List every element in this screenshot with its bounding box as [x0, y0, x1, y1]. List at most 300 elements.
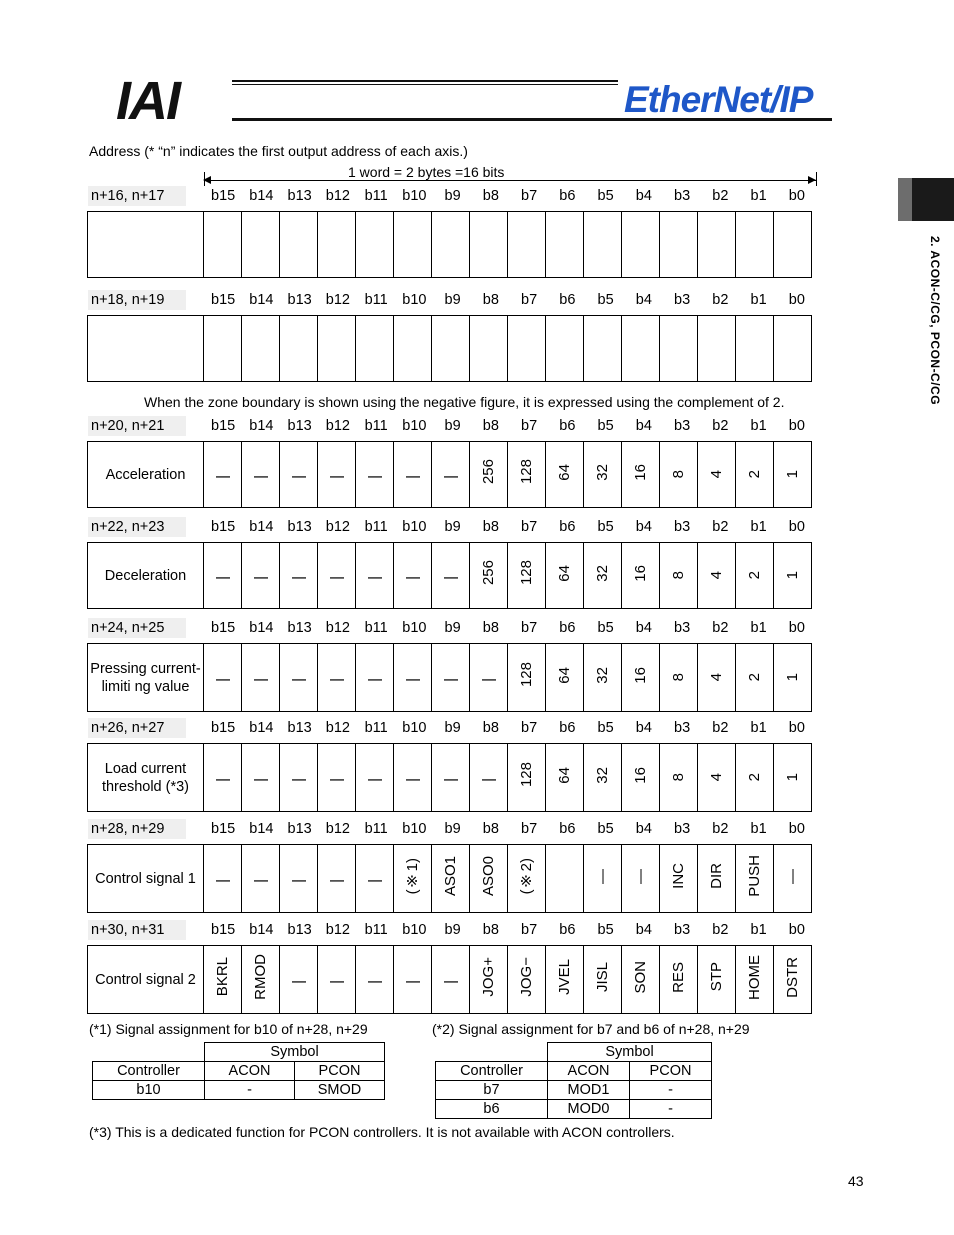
- bit-label: b1: [750, 519, 767, 535]
- bit-cell: [356, 316, 394, 382]
- bit-label: b5: [597, 188, 614, 204]
- bit-cell: [698, 946, 736, 1014]
- bit-value: 128: [518, 662, 535, 688]
- bit-label: b2: [712, 821, 729, 837]
- bit-cell: [774, 845, 812, 913]
- bit-cell: [584, 212, 622, 278]
- bit-label: b7: [521, 620, 538, 636]
- bit-value: JOG−: [518, 957, 535, 997]
- register-description: [88, 212, 204, 278]
- register-address: n+28, n+29: [88, 819, 186, 839]
- bit-value: 256: [480, 560, 497, 586]
- bit-value: 32: [594, 766, 611, 784]
- bit-cell: [242, 212, 280, 278]
- bit-value: 32: [594, 463, 611, 481]
- bit-cell: [318, 442, 356, 508]
- bit-cell: [280, 442, 318, 508]
- bit-value: |: [366, 677, 383, 682]
- bit-value: 8: [670, 673, 687, 682]
- bit-cell: [508, 744, 546, 812]
- bit-label: b12: [325, 821, 350, 837]
- bit-value: |: [290, 575, 307, 580]
- bit-value: 64: [556, 564, 573, 582]
- bit-value: HOME: [746, 954, 763, 1000]
- note-1-title: (*1) Signal assignment for b10 of n+28, n+29: [89, 1021, 368, 1037]
- bit-value: 4: [708, 571, 725, 580]
- bit-cell: [470, 744, 508, 812]
- bit-label: b0: [788, 188, 805, 204]
- bit-value: —: [594, 868, 611, 884]
- ethernet-ip-logo: EtherNet/IP: [624, 79, 813, 120]
- note-2-title: (*2) Signal assignment for b7 and b6 of n+28, n+29: [432, 1021, 750, 1037]
- bit-cell: [660, 543, 698, 609]
- bit-cell: [546, 744, 584, 812]
- bit-cell: [736, 316, 774, 382]
- bit-cell: [584, 946, 622, 1014]
- bit-cell: [546, 316, 584, 382]
- bit-label: b4: [635, 418, 652, 434]
- bit-cell: [736, 543, 774, 609]
- bit-value: 4: [708, 673, 725, 682]
- bit-label: b4: [635, 188, 652, 204]
- bit-value: 64: [556, 666, 573, 684]
- bit-value: 64: [556, 766, 573, 784]
- bit-value: 32: [594, 666, 611, 684]
- bit-value: 16: [632, 666, 649, 684]
- bit-label: b14: [249, 519, 274, 535]
- bit-label: b0: [788, 821, 805, 837]
- bit-cell: [242, 845, 280, 913]
- bit-label: b12: [325, 922, 350, 938]
- bit-label: b1: [750, 620, 767, 636]
- bit-cell: [470, 442, 508, 508]
- bit-cell: [394, 644, 432, 712]
- bit-label: b8: [482, 519, 499, 535]
- bit-value: |: [290, 777, 307, 782]
- bit-value: |: [442, 575, 459, 580]
- register-description: Deceleration: [88, 543, 204, 609]
- bit-label: b3: [674, 418, 691, 434]
- register-table: [87, 643, 812, 712]
- bit-label: b10: [402, 292, 427, 308]
- register-address: n+26, n+27: [88, 718, 186, 738]
- bit-label: b14: [249, 188, 274, 204]
- bit-cell: [508, 442, 546, 508]
- bit-label: b6: [559, 292, 576, 308]
- bit-cell: [622, 744, 660, 812]
- bit-value: SON: [632, 960, 649, 994]
- bit-label: b15: [211, 292, 236, 308]
- bit-cell: [774, 316, 812, 382]
- bit-value: |: [404, 979, 421, 984]
- bit-cell: [280, 946, 318, 1014]
- bit-label: b8: [482, 620, 499, 636]
- bit-value: (※2): [518, 857, 535, 895]
- bit-label: b13: [287, 720, 312, 736]
- register-address: n+22, n+23: [88, 517, 186, 537]
- bit-label: b3: [674, 188, 691, 204]
- bit-cell: [204, 845, 242, 913]
- bit-cell: [318, 946, 356, 1014]
- bit-label: b9: [444, 418, 461, 434]
- bit-value: 4: [708, 773, 725, 782]
- bit-cell: [508, 543, 546, 609]
- bit-cell: [394, 212, 432, 278]
- bit-cell: [242, 316, 280, 382]
- bit-cell: [318, 744, 356, 812]
- bit-label: b0: [788, 418, 805, 434]
- register-address: n+20, n+21: [88, 416, 186, 436]
- bit-cell: [736, 845, 774, 913]
- bit-label: b8: [482, 188, 499, 204]
- bit-label: b4: [635, 620, 652, 636]
- bit-value: 8: [670, 773, 687, 782]
- bit-label: b11: [364, 922, 388, 938]
- bit-cell: [660, 946, 698, 1014]
- bit-label: b1: [750, 418, 767, 434]
- bit-cell: [584, 442, 622, 508]
- bit-label: b14: [249, 418, 274, 434]
- bit-cell: [546, 442, 584, 508]
- bit-value: 4: [708, 470, 725, 479]
- bit-cell: [432, 442, 470, 508]
- bit-label: b6: [559, 620, 576, 636]
- bit-cell: [698, 543, 736, 609]
- register-table: [87, 844, 812, 913]
- bit-value: |: [366, 878, 383, 883]
- bit-cell: [698, 212, 736, 278]
- bit-value: JVEL: [556, 959, 573, 995]
- bit-label: b0: [788, 720, 805, 736]
- bit-label: b8: [482, 292, 499, 308]
- bit-label: b1: [750, 922, 767, 938]
- bit-cell: [698, 744, 736, 812]
- bit-cell: [280, 644, 318, 712]
- bit-label: b7: [521, 519, 538, 535]
- bit-value: 2: [746, 673, 763, 682]
- bit-cell: [356, 744, 394, 812]
- bit-value: |: [328, 575, 345, 580]
- bit-label: b12: [325, 418, 350, 434]
- page-number: 43: [848, 1173, 864, 1189]
- bit-value: |: [442, 777, 459, 782]
- bit-label: b9: [444, 821, 461, 837]
- bit-label: b5: [597, 821, 614, 837]
- bit-cell: [280, 212, 318, 278]
- bit-label: b9: [444, 292, 461, 308]
- symbol-header: Symbol: [548, 1043, 712, 1062]
- bit-value: |: [328, 677, 345, 682]
- bit-label: b3: [674, 720, 691, 736]
- bit-label: b2: [712, 188, 729, 204]
- bit-label: b13: [287, 922, 312, 938]
- bit-label: b9: [444, 922, 461, 938]
- arrow-head-left: [203, 176, 211, 184]
- bit-label: b0: [788, 620, 805, 636]
- bit-cell: [432, 316, 470, 382]
- bit-cell: [508, 644, 546, 712]
- bit-value: 16: [632, 766, 649, 784]
- bit-header-row: [204, 618, 816, 638]
- bit-cell: [660, 644, 698, 712]
- register-description: Acceleration: [88, 442, 204, 508]
- bit-value: 2: [746, 470, 763, 479]
- bit-cell: [622, 316, 660, 382]
- bit-value: |: [366, 474, 383, 479]
- register-table: [87, 542, 812, 609]
- bit-cell: [280, 845, 318, 913]
- table-cell: b7: [436, 1081, 548, 1100]
- bit-cell: [546, 946, 584, 1014]
- bit-label: b10: [402, 821, 427, 837]
- bit-label: b4: [635, 922, 652, 938]
- bit-label: b2: [712, 292, 729, 308]
- bit-label: b13: [287, 418, 312, 434]
- bit-label: b14: [249, 922, 274, 938]
- bit-label: b6: [559, 821, 576, 837]
- column-header: PCON: [295, 1062, 385, 1081]
- bit-label: b10: [402, 519, 427, 535]
- bit-label: b1: [750, 292, 767, 308]
- bit-label: b6: [559, 720, 576, 736]
- bit-cell: [204, 946, 242, 1014]
- bit-label: b12: [325, 519, 350, 535]
- word-span-arrow: [204, 180, 816, 181]
- bit-header-row: [204, 517, 816, 537]
- bit-cell: [546, 212, 584, 278]
- bit-value: |: [404, 474, 421, 479]
- bit-cell: [698, 845, 736, 913]
- bit-cell: [698, 442, 736, 508]
- bit-cell: [774, 946, 812, 1014]
- bit-cell: [736, 442, 774, 508]
- bit-cell: [660, 442, 698, 508]
- bit-value: |: [252, 878, 269, 883]
- bit-label: b7: [521, 292, 538, 308]
- register-address: n+18, n+19: [88, 290, 186, 310]
- bit-cell: [242, 744, 280, 812]
- bit-value: 128: [518, 762, 535, 788]
- bit-label: b10: [402, 922, 427, 938]
- bit-cell: [508, 946, 546, 1014]
- bit-cell: [394, 543, 432, 609]
- bit-label: b2: [712, 519, 729, 535]
- bit-label: b8: [482, 720, 499, 736]
- bit-label: b11: [364, 418, 388, 434]
- bit-value: DIR: [708, 863, 725, 889]
- bit-cell: [774, 442, 812, 508]
- bit-label: b8: [482, 922, 499, 938]
- bit-label: b7: [521, 720, 538, 736]
- bit-value: |: [252, 474, 269, 479]
- bit-value: 32: [594, 564, 611, 582]
- bit-cell: [242, 946, 280, 1014]
- header-rule-top: [232, 80, 618, 82]
- bit-cell: [584, 845, 622, 913]
- bit-cell: [470, 212, 508, 278]
- bit-label: b5: [597, 418, 614, 434]
- bit-value: |: [252, 677, 269, 682]
- bit-value: |: [480, 677, 497, 682]
- register-description: [88, 316, 204, 382]
- bit-label: b5: [597, 620, 614, 636]
- bit-label: b9: [444, 519, 461, 535]
- bit-label: b4: [635, 292, 652, 308]
- bit-label: b6: [559, 519, 576, 535]
- bit-label: b4: [635, 519, 652, 535]
- column-header: PCON: [630, 1062, 712, 1081]
- bit-value: 1: [784, 470, 801, 479]
- bit-value: 128: [518, 459, 535, 485]
- bit-value: |: [214, 878, 231, 883]
- bit-label: b12: [325, 720, 350, 736]
- bit-value: |: [366, 575, 383, 580]
- bit-cell: [204, 316, 242, 382]
- bit-value: |: [214, 677, 231, 682]
- bit-cell: [394, 744, 432, 812]
- zone-boundary-note: When the zone boundary is shown using the negative figure, it is expressed using the complement of 2.: [144, 394, 785, 410]
- bit-header-row: [204, 290, 816, 310]
- bit-label: b13: [287, 188, 312, 204]
- header-rule-mid: [232, 84, 618, 85]
- bit-label: b5: [597, 720, 614, 736]
- bit-cell: [622, 543, 660, 609]
- bit-cell: [432, 543, 470, 609]
- bit-cell: [774, 644, 812, 712]
- bit-cell: [204, 543, 242, 609]
- bit-cell: [318, 644, 356, 712]
- bit-value: |: [328, 777, 345, 782]
- bit-value: PUSH: [746, 855, 763, 897]
- bit-cell: [394, 442, 432, 508]
- bit-value: RMOD: [252, 954, 269, 1000]
- bit-cell: [394, 316, 432, 382]
- register-description: Pressing current-limiti ng value: [88, 644, 204, 712]
- bit-cell: [432, 212, 470, 278]
- bit-label: b13: [287, 519, 312, 535]
- bit-cell: [622, 212, 660, 278]
- bit-label: b11: [364, 821, 388, 837]
- bit-value: |: [442, 474, 459, 479]
- bit-cell: [242, 644, 280, 712]
- bit-label: b15: [211, 620, 236, 636]
- bit-value: (※1): [404, 857, 421, 895]
- table-row: [436, 1081, 712, 1100]
- bit-cell: [280, 316, 318, 382]
- table-cell: SMOD: [295, 1081, 385, 1100]
- bit-label: b3: [674, 292, 691, 308]
- bit-value: |: [328, 474, 345, 479]
- bit-cell: [660, 744, 698, 812]
- bit-label: b7: [521, 821, 538, 837]
- register-description: Load current threshold (*3): [88, 744, 204, 812]
- table-row: [93, 1081, 385, 1100]
- bit-cell: [204, 442, 242, 508]
- bit-value: 8: [670, 470, 687, 479]
- bit-value: |: [404, 777, 421, 782]
- bit-label: b14: [249, 720, 274, 736]
- bit-value: JOG+: [480, 957, 497, 997]
- bit-value: |: [366, 979, 383, 984]
- bit-label: b1: [750, 188, 767, 204]
- bit-label: b2: [712, 922, 729, 938]
- bit-cell: [698, 644, 736, 712]
- bit-cell: [394, 946, 432, 1014]
- bit-label: b13: [287, 292, 312, 308]
- register-table: [87, 945, 812, 1014]
- table-row: [436, 1100, 712, 1119]
- bit-label: b15: [211, 821, 236, 837]
- bit-value: |: [290, 979, 307, 984]
- bit-cell: [432, 644, 470, 712]
- bit-label: b3: [674, 821, 691, 837]
- bit-label: b8: [482, 418, 499, 434]
- bit-value: ASO0: [480, 855, 497, 897]
- bit-cell: [774, 543, 812, 609]
- bit-value: 2: [746, 571, 763, 580]
- bit-header-row: [204, 920, 816, 940]
- bit-cell: [432, 744, 470, 812]
- bit-label: b15: [211, 720, 236, 736]
- bit-label: b15: [211, 519, 236, 535]
- section-tab-marker: [912, 178, 954, 221]
- bit-label: b15: [211, 922, 236, 938]
- bit-value: |: [366, 777, 383, 782]
- bit-cell: [470, 946, 508, 1014]
- bit-label: b7: [521, 188, 538, 204]
- table-cell: -: [630, 1100, 712, 1119]
- table-cell: MOD1: [548, 1081, 630, 1100]
- bit-value: 128: [518, 560, 535, 586]
- register-description: Control signal 1: [88, 845, 204, 913]
- bit-cell: [470, 644, 508, 712]
- bit-cell: [698, 316, 736, 382]
- bit-cell: [356, 442, 394, 508]
- bit-value: |: [290, 878, 307, 883]
- bit-value: |: [214, 777, 231, 782]
- bit-header-row: [204, 718, 816, 738]
- bit-label: b6: [559, 418, 576, 434]
- bit-label: b10: [402, 418, 427, 434]
- bit-label: b11: [364, 188, 388, 204]
- column-header: ACON: [205, 1062, 295, 1081]
- bit-value: —: [784, 868, 801, 884]
- bit-cell: [204, 212, 242, 278]
- table-cell: MOD0: [548, 1100, 630, 1119]
- bit-cell: [318, 316, 356, 382]
- bit-value: 1: [784, 773, 801, 782]
- bit-cell: [622, 946, 660, 1014]
- bit-cell: [660, 316, 698, 382]
- bit-cell: [774, 744, 812, 812]
- bit-label: b15: [211, 418, 236, 434]
- bit-value: |: [480, 777, 497, 782]
- table-cell: -: [205, 1081, 295, 1100]
- bit-label: b12: [325, 620, 350, 636]
- bit-label: b8: [482, 821, 499, 837]
- word-size-note: 1 word = 2 bytes =16 bits: [348, 164, 505, 180]
- register-address: n+30, n+31: [88, 920, 186, 940]
- bit-cell: [356, 845, 394, 913]
- bit-cell: [280, 744, 318, 812]
- register-table: [87, 211, 812, 278]
- bit-label: b0: [788, 519, 805, 535]
- note-3: (*3) This is a dedicated function for PCON controllers. It is not available with ACON controllers.: [89, 1124, 675, 1140]
- bit-value: |: [328, 878, 345, 883]
- bit-cell: [546, 543, 584, 609]
- table-cell: b6: [436, 1100, 548, 1119]
- bit-value: BKRL: [214, 957, 231, 997]
